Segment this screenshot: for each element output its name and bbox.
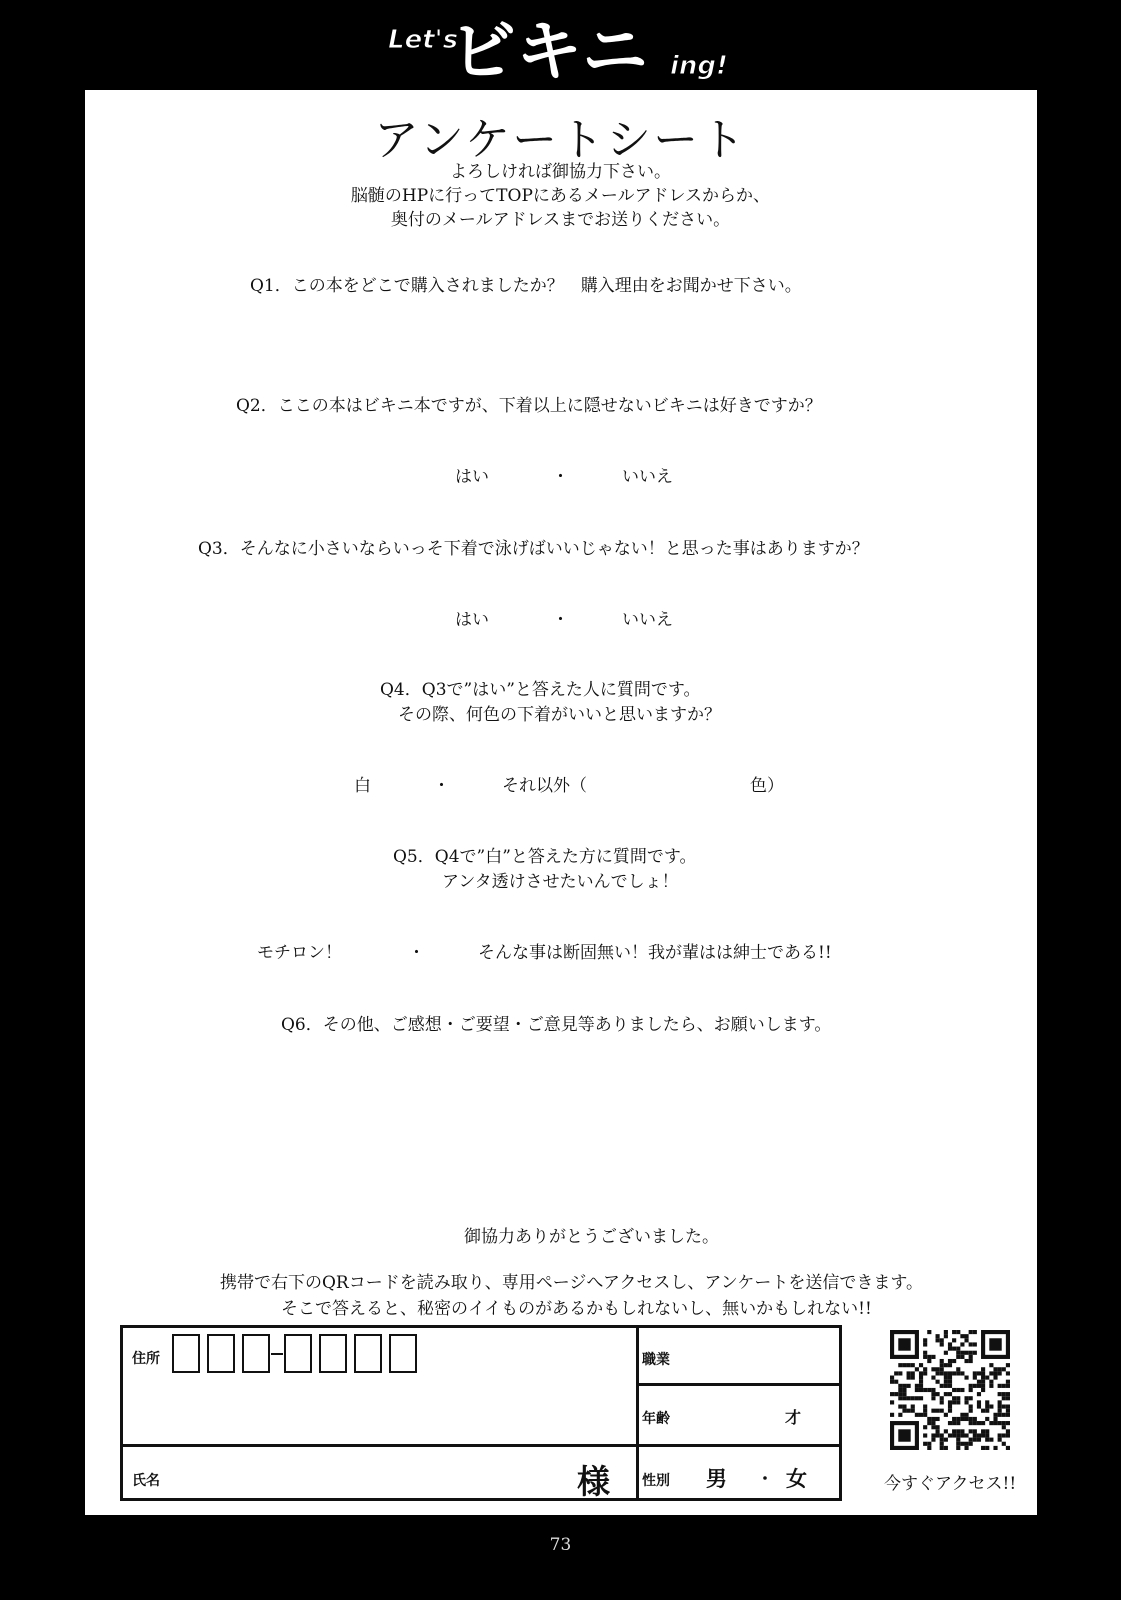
question-6: Q6．その他、ご感想・ご要望・ご意見等ありましたら、お願いします。 bbox=[281, 1015, 832, 1035]
page-number: 73 bbox=[549, 1535, 572, 1555]
q2-no-option[interactable]: いいえ bbox=[622, 467, 673, 487]
logo bbox=[380, 6, 750, 86]
gender-label: 性別 bbox=[642, 1473, 670, 1489]
question-1: Q1．この本をどこで購入されましたか？ 購入理由をお聞かせ下さい。 bbox=[250, 276, 802, 296]
postal-digit-box[interactable] bbox=[354, 1334, 382, 1373]
mobile-line-1: 携帯で右下のQRコードを読み取り、専用ページへアクセスし、アンケートを送信できます。 bbox=[220, 1273, 923, 1293]
q4-other-option[interactable]: それ以外（ bbox=[502, 776, 587, 796]
postal-digit-box[interactable] bbox=[284, 1334, 312, 1373]
address-label: 住所 bbox=[132, 1351, 160, 1367]
q2-separator: ・ bbox=[552, 467, 569, 487]
q5-separator: ・ bbox=[408, 943, 425, 963]
q5-no-option[interactable]: そんな事は断固無い！我が輩はは紳士である!! bbox=[478, 943, 832, 963]
postal-digit-box[interactable] bbox=[172, 1334, 200, 1373]
q4-other-color-end: 色） bbox=[750, 776, 784, 796]
logo-suffix: ing! bbox=[670, 51, 728, 81]
q2-yes-option[interactable]: はい bbox=[455, 467, 489, 487]
age-unit: 才 bbox=[785, 1408, 802, 1427]
question-4-line-1: Q4．Q3で”はい”と答えた人に質問です。 bbox=[380, 680, 701, 700]
postal-dash bbox=[271, 1353, 283, 1355]
intro-line-1: よろしければ御協力下さい。 bbox=[450, 162, 671, 182]
qr-code[interactable] bbox=[890, 1330, 1010, 1450]
q4-white-option[interactable]: 白 bbox=[354, 776, 371, 796]
q3-yes-option[interactable]: はい bbox=[455, 610, 489, 630]
logo-prefix: Let's bbox=[388, 25, 459, 55]
name-label: 氏名 bbox=[132, 1473, 160, 1489]
mobile-line-2: そこで答えると、秘密のイイものがあるかもしれないし、無いかもしれない!! bbox=[281, 1299, 872, 1319]
question-3: Q3．そんなに小さいならいっそ下着で泳げばいいじゃない！と思った事はありますか？ bbox=[198, 539, 869, 559]
job-label: 職業 bbox=[642, 1352, 670, 1368]
q4-separator: ・ bbox=[433, 776, 450, 796]
postal-digit-box[interactable] bbox=[319, 1334, 347, 1373]
logo-main: ビキニ bbox=[450, 13, 648, 86]
q3-no-option[interactable]: いいえ bbox=[622, 610, 673, 630]
male-option[interactable]: 男 bbox=[706, 1467, 727, 1491]
q5-yes-option[interactable]: モチロン！ bbox=[257, 943, 342, 963]
postal-digit-box[interactable] bbox=[207, 1334, 235, 1373]
age-label: 年齢 bbox=[642, 1411, 670, 1427]
question-2: Q2．ここの本はビキニ本ですが、下着以上に隠せないビキニは好きですか？ bbox=[236, 396, 822, 416]
female-option[interactable]: 女 bbox=[786, 1467, 807, 1491]
intro-line-3: 奥付のメールアドレスまでお送りください。 bbox=[390, 210, 731, 230]
thanks-text: 御協力ありがとうございました。 bbox=[464, 1227, 719, 1247]
gender-separator: ・ bbox=[757, 1469, 774, 1488]
postal-digit-box[interactable] bbox=[242, 1334, 270, 1373]
question-5-line-2: アンタ透けさせたいんでしょ！ bbox=[442, 872, 679, 892]
intro-line-2: 脳髄のHPに行ってTOPにあるメールアドレスからか、 bbox=[350, 186, 771, 206]
qr-caption: 今すぐアクセス!! bbox=[884, 1474, 1017, 1494]
postal-digit-box[interactable] bbox=[389, 1334, 417, 1373]
sama-honorific: 様 bbox=[577, 1462, 610, 1501]
q3-separator: ・ bbox=[552, 610, 569, 630]
question-5-line-1: Q5．Q4で”白”と答えた方に質問です。 bbox=[393, 847, 697, 867]
question-4-line-2: その際、何色の下着がいいと思いますか？ bbox=[398, 705, 721, 725]
sheet-title: アンケートシート bbox=[373, 113, 748, 166]
